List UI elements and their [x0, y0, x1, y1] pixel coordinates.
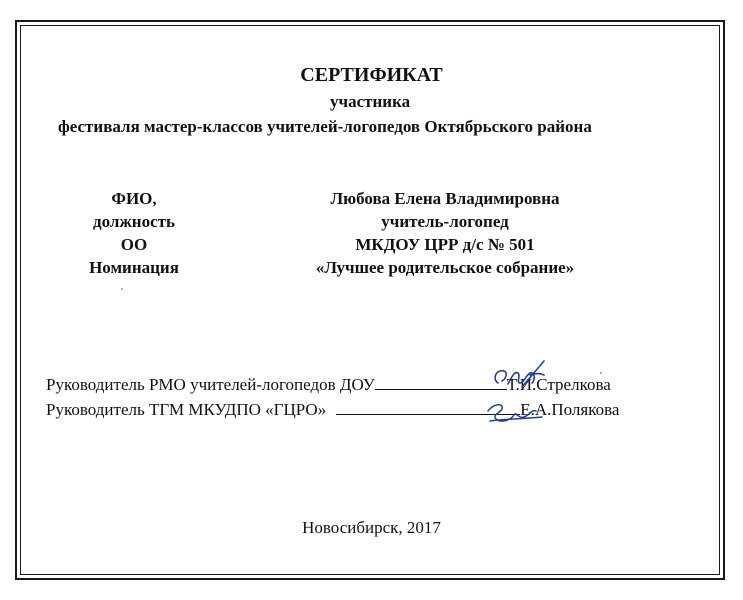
signature-name-1: Т.И.Стрелкова	[506, 375, 611, 394]
signature-role-1: Руководитель РМО учителей-логопедов ДОУ	[46, 375, 375, 394]
value-position: учитель-логопед	[381, 212, 509, 231]
scan-speck	[121, 288, 123, 290]
handwritten-signature-1	[478, 357, 558, 397]
label-position: должность	[93, 212, 175, 231]
value-fio: Любова Елена Владимировна	[330, 189, 560, 208]
scan-speck	[600, 372, 602, 374]
value-organization: МКДОУ ЦРР д/с № 501	[355, 235, 535, 254]
festival-description: фестиваля мастер-классов учителей-логопедов Октябрьского района	[58, 117, 592, 136]
label-nomination: Номинация	[89, 258, 179, 277]
signature-name-2: Е.А.Полякова	[520, 400, 620, 419]
label-fio: ФИО,	[111, 189, 157, 208]
signature-role-2: Руководитель ТГМ МКУДПО «ГЦРО»	[46, 400, 327, 419]
place-and-year: Новосибирск, 2017	[302, 518, 441, 537]
value-nomination: «Лучшее родительское собрание»	[315, 258, 575, 277]
certificate-title: СЕРТИФИКАТ	[300, 64, 443, 86]
certificate-subtitle: участника	[330, 92, 411, 111]
label-organization: ОО	[120, 235, 148, 254]
handwritten-signature-2	[480, 399, 552, 425]
